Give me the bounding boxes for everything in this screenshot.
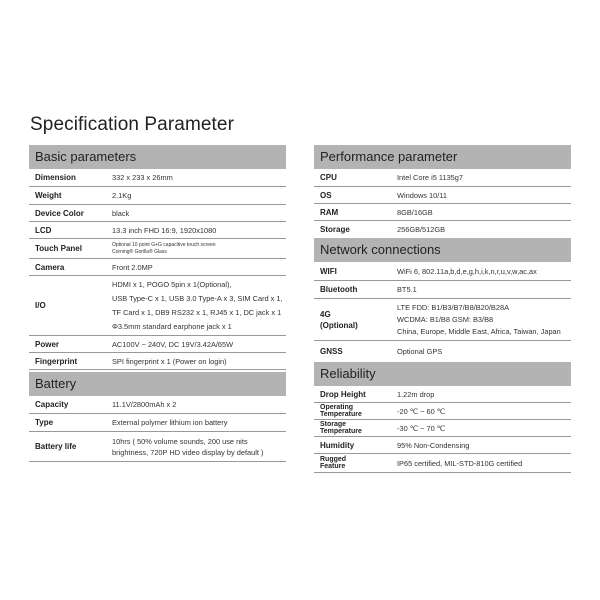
row-label: Touch Panel [35,244,82,253]
table-row-storage [314,221,571,238]
table-row-touch-panel [29,239,286,259]
table-row-capacity [29,396,286,414]
row-value: -30 ℃ ~ 70 ℃ [397,423,446,433]
table-row-cpu [314,169,571,187]
value-line: Φ3.5mm standard earphone jack x 1 [112,321,232,331]
label-line: (Optional) [320,320,358,330]
table-row-camera [29,259,286,276]
row-label: Bluetooth [320,285,358,294]
section-header-reliability: Reliability [314,362,571,386]
section-header-network-connections: Network connections [314,238,571,262]
row-value: 8GB/16GB [397,207,433,217]
row-label: I/O [35,301,46,310]
table-row-bluetooth [314,281,571,299]
row-label: Power [35,339,60,349]
table-row-rugged-feature [314,454,571,473]
row-label: Capacity [35,400,69,409]
row-label: GNSS [320,347,343,356]
left-column [29,145,286,462]
row-value: Front 2.0MP [112,262,153,272]
row-label [314,309,397,331]
table-row-battery-life [29,432,286,462]
row-label: WIFI [320,266,337,276]
row-label: Weight [35,191,62,200]
label-line: Temperature [320,411,362,418]
value-line: Corning® Gorilla® Glass [112,248,167,255]
table-row-4g [314,299,571,341]
table-row-device-color [29,205,286,222]
row-value [112,436,286,458]
row-label: Battery life [35,442,77,451]
label-line: Temperature [320,428,362,435]
row-value: black [112,208,130,218]
row-value: 13.3 inch FHD 16:9, 1920x1080 [112,225,217,235]
row-label [314,421,397,436]
label-line: Operating [320,403,354,411]
row-label: CPU [320,173,337,182]
row-value: 95% Non-Condensing [397,440,470,450]
table-row-power [29,336,286,353]
right-column [314,145,571,473]
table-row-lcd [29,222,286,239]
row-value: 1.22m drop [397,389,435,399]
value-line: WCDMA: B1/B8 GSM: B3/B8 [397,314,494,324]
row-value: Intel Core i5 1135g7 [397,173,464,182]
row-value: SPI fingerprint x 1 (Power on login) [112,356,227,366]
value-line: 10hrs ( 50% volume sounds, 200 use nits [112,436,248,446]
table-row-gnss [314,341,571,362]
value-line: Optional 10 point G+G capacitive touch screen [112,241,216,248]
row-label [314,404,397,419]
row-label: LCD [35,225,52,235]
row-label: Drop Height [320,389,366,399]
row-value: 11.1V/2800mAh x 2 [112,400,177,409]
section-header-battery: Battery [29,372,286,396]
row-value: 2.1Kg [112,191,132,200]
row-value [112,278,286,334]
row-value: Windows 10/11 [397,190,447,200]
table-row-dimension [29,169,286,187]
row-label: Humidity [320,440,355,450]
row-value [112,242,286,256]
table-row-drop-height [314,386,571,403]
section-header-performance-parameter: Performance parameter [314,145,571,169]
page-title: Specification Parameter [30,114,235,135]
row-value [397,302,571,338]
label-line: 4G [320,309,331,319]
table-row-wifi [314,262,571,281]
row-label [314,456,397,471]
row-value: -20 ℃ ~ 60 ℃ [397,406,446,416]
value-line: LTE FDD: B1/B3/B7/B8/B20/B28A [397,302,510,312]
row-value: External polymer lithium ion battery [112,418,228,427]
row-label: Fingerprint [35,356,78,366]
row-label: Storage [320,225,350,234]
row-label: Camera [35,262,65,272]
row-value: WiFi 6, 802.11a,b,d,e,g,h,i,k,n,r,u,v,w,ac,ax [397,266,537,276]
row-label: RAM [320,207,339,217]
value-line: brightness, 720P HD video display by default ) [112,447,264,457]
row-label: Device Color [35,208,84,218]
table-row-os [314,187,571,204]
table-row-type [29,414,286,432]
table-row-ram [314,204,571,221]
row-value: BT5.1 [397,285,417,294]
table-row-operating-temperature [314,403,571,420]
value-line: USB Type-C x 1, USB 3.0 Type-A x 3, SIM Card x 1, [112,293,283,303]
section-header-basic-parameters: Basic parameters [29,145,286,169]
table-row-humidity [314,437,571,454]
row-value: IP65 certified, MIL-STD-810G certified [397,458,523,468]
row-label: Type [35,418,54,427]
row-label: OS [320,190,332,200]
table-row-weight [29,187,286,205]
value-line: HDMI x 1, POGO 5pin x 1(Optional), [112,279,232,289]
value-line: TF Card x 1, DB9 RS232 x 1, RJ45 x 1, DC jack x 1 [112,307,282,317]
table-row-io [29,276,286,336]
table-row-fingerprint [29,353,286,370]
label-line: Rugged [320,455,347,463]
label-line: Storage [320,420,347,428]
row-value: 332 x 233 x 26mm [112,173,173,182]
table-row-storage-temperature [314,420,571,437]
row-value: Optional GPS [397,347,443,356]
value-line: China, Europe, Middle East, Africa, Taiwan, Japan [397,326,561,336]
row-value: AC100V ~ 240V, DC 19V/3.42A/65W [112,339,234,349]
label-line: Feature [320,463,346,470]
row-value: 256GB/512GB [397,225,446,234]
row-label: Dimension [35,173,76,182]
